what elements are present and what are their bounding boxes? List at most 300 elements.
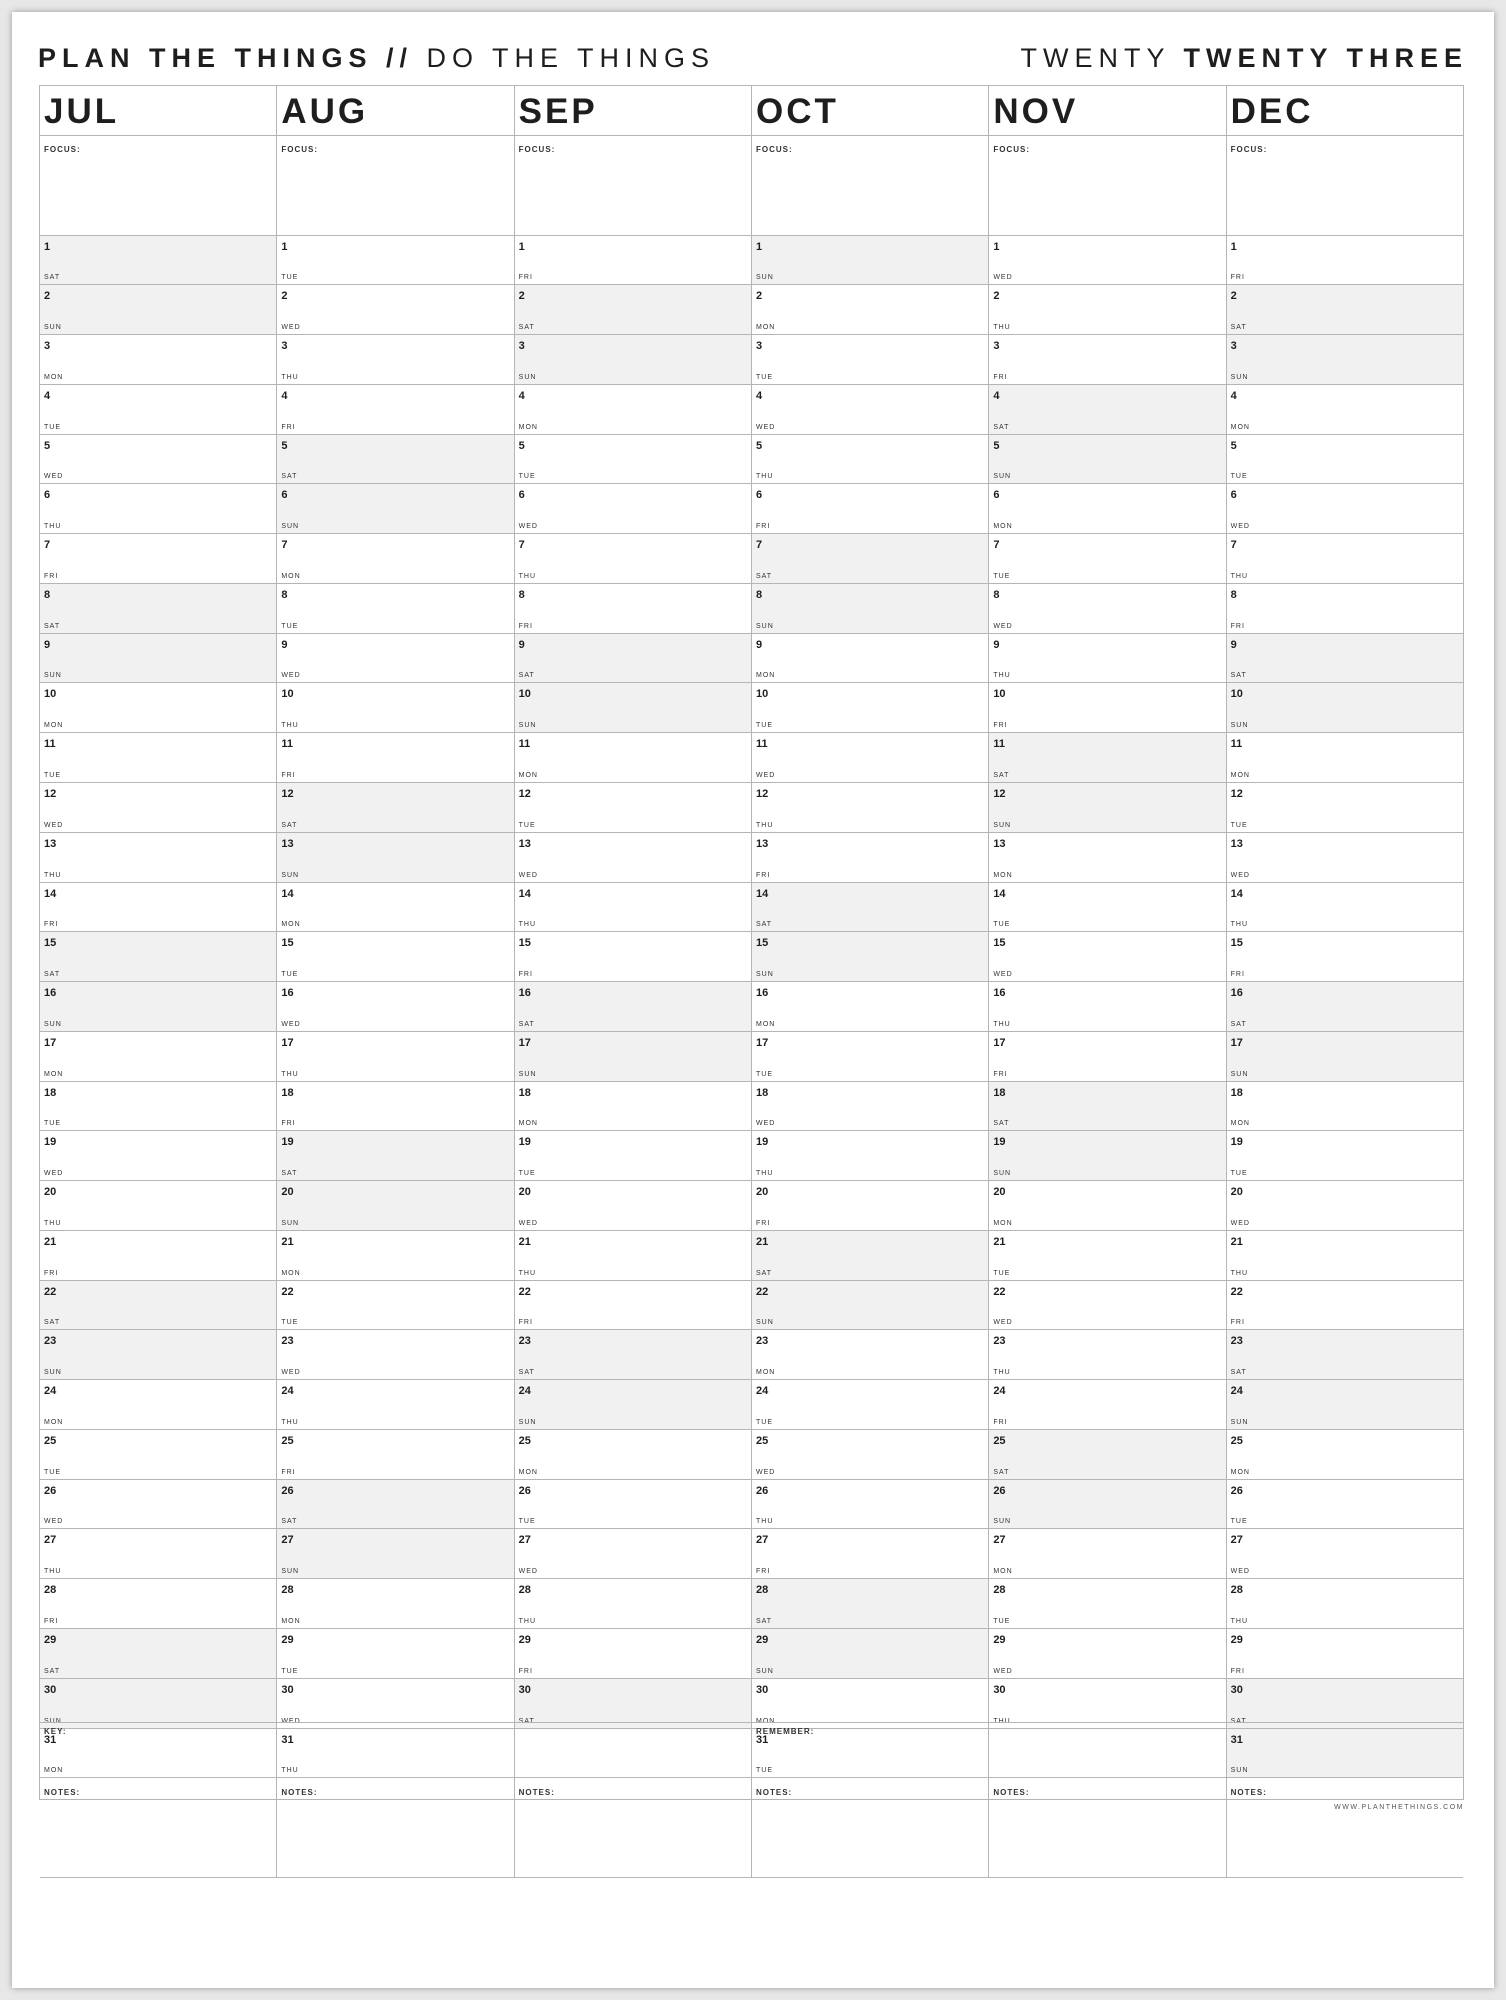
day-cell[interactable] xyxy=(989,1529,1225,1579)
day-of-week: SAT xyxy=(44,1319,61,1327)
day-cell[interactable] xyxy=(515,584,751,634)
day-cell[interactable] xyxy=(515,833,751,883)
day-cell[interactable] xyxy=(1227,335,1463,385)
month-column xyxy=(989,86,1226,1878)
day-of-week: THU xyxy=(44,523,62,531)
day-number: 17 xyxy=(755,1036,769,1049)
day-cell[interactable] xyxy=(752,1281,988,1331)
day-of-week: WED xyxy=(993,1667,1013,1675)
day-cell[interactable] xyxy=(989,236,1225,286)
day-cell[interactable] xyxy=(752,1032,988,1082)
day-cell[interactable] xyxy=(752,1629,988,1679)
day-of-week: TUE xyxy=(518,1170,536,1178)
day-number: 21 xyxy=(44,1235,57,1248)
day-cell[interactable] xyxy=(277,1181,513,1231)
day-cell[interactable] xyxy=(40,1430,276,1480)
day-cell[interactable] xyxy=(40,1131,276,1181)
day-cell[interactable] xyxy=(515,236,751,286)
day-number: 5 xyxy=(281,439,288,452)
day-cell[interactable] xyxy=(40,733,276,783)
day-of-week: WED xyxy=(281,1020,301,1028)
day-cell[interactable] xyxy=(515,783,751,833)
day-cell[interactable] xyxy=(989,733,1225,783)
day-number: 5 xyxy=(44,439,51,452)
day-cell[interactable] xyxy=(277,1330,513,1380)
day-cell[interactable] xyxy=(752,783,988,833)
day-cell[interactable] xyxy=(515,385,751,435)
day-cell[interactable] xyxy=(1227,634,1463,684)
day-cell[interactable] xyxy=(989,1131,1225,1181)
day-cell[interactable] xyxy=(1227,285,1463,335)
day-cell[interactable] xyxy=(40,435,276,485)
day-cell[interactable] xyxy=(515,1181,751,1231)
day-of-week: TUE xyxy=(993,1617,1011,1625)
day-of-week: MON xyxy=(281,1269,301,1277)
day-cell[interactable] xyxy=(40,932,276,982)
day-cell[interactable] xyxy=(277,1231,513,1281)
day-of-week: MON xyxy=(281,572,301,580)
day-of-week: SAT xyxy=(518,1717,535,1725)
focus-label: FOCUS: xyxy=(518,145,556,154)
day-cell[interactable] xyxy=(40,833,276,883)
day-number: 24 xyxy=(281,1385,294,1398)
day-cell[interactable] xyxy=(989,1032,1225,1082)
day-cell[interactable] xyxy=(1227,534,1463,584)
day-cell[interactable] xyxy=(989,435,1225,485)
day-cell[interactable] xyxy=(277,534,513,584)
day-number: 17 xyxy=(44,1036,57,1049)
day-of-week: SAT xyxy=(1230,1369,1247,1377)
day-cell[interactable] xyxy=(515,634,751,684)
day-cell[interactable] xyxy=(277,584,513,634)
day-cell[interactable] xyxy=(989,1082,1225,1132)
day-cell[interactable] xyxy=(752,1082,988,1132)
day-cell[interactable] xyxy=(989,1579,1225,1629)
day-number: 10 xyxy=(755,688,769,701)
day-cell[interactable] xyxy=(515,1131,751,1181)
day-cell[interactable] xyxy=(1227,1181,1463,1231)
day-cell[interactable] xyxy=(40,484,276,534)
day-number: 29 xyxy=(993,1633,1006,1646)
day-cell[interactable] xyxy=(752,285,988,335)
day-cell[interactable] xyxy=(1227,1032,1463,1082)
day-of-week: SUN xyxy=(44,1369,62,1377)
day-cell[interactable] xyxy=(989,1281,1225,1331)
day-cell[interactable] xyxy=(752,883,988,933)
day-cell[interactable] xyxy=(277,1082,513,1132)
day-of-week: MON xyxy=(993,1568,1013,1576)
day-cell[interactable] xyxy=(1227,1330,1463,1380)
day-cell[interactable] xyxy=(989,634,1225,684)
day-cell[interactable] xyxy=(40,285,276,335)
day-of-week: WED xyxy=(44,473,64,481)
day-of-week: WED xyxy=(44,821,64,829)
day-cell[interactable] xyxy=(277,833,513,883)
day-cell[interactable] xyxy=(277,883,513,933)
day-cell[interactable] xyxy=(40,1629,276,1679)
day-number: 19 xyxy=(993,1136,1006,1149)
day-of-week: SUN xyxy=(518,1418,537,1426)
day-cell[interactable] xyxy=(515,1082,751,1132)
day-cell[interactable] xyxy=(277,1380,513,1430)
day-cell[interactable] xyxy=(752,385,988,435)
day-cell[interactable] xyxy=(515,1231,751,1281)
day-number: 15 xyxy=(993,937,1006,950)
day-cell[interactable] xyxy=(1227,1629,1463,1679)
day-of-week: THU xyxy=(1230,1269,1249,1277)
day-number: 7 xyxy=(518,539,525,552)
day-of-week: WED xyxy=(518,871,538,879)
day-cell[interactable] xyxy=(277,484,513,534)
year-light: TWENTY xyxy=(1020,42,1184,73)
day-number: 11 xyxy=(44,738,56,751)
day-of-week: SUN xyxy=(755,622,774,630)
day-of-week: THU xyxy=(281,1070,299,1078)
day-cell[interactable] xyxy=(1227,1480,1463,1530)
focus-box[interactable] xyxy=(1227,136,1463,236)
day-of-week: FRI xyxy=(993,1418,1008,1426)
day-cell[interactable] xyxy=(277,1629,513,1679)
day-of-week: MON xyxy=(1230,1468,1250,1476)
day-cell[interactable] xyxy=(515,1480,751,1530)
day-number: 19 xyxy=(44,1136,57,1149)
remember-label: REMEMBER: xyxy=(756,1727,815,1736)
day-cell[interactable] xyxy=(515,1330,751,1380)
day-cell[interactable] xyxy=(752,833,988,883)
day-of-week: SAT xyxy=(755,1617,773,1625)
day-of-week: WED xyxy=(518,1568,538,1576)
day-of-week: FRI xyxy=(281,423,296,431)
day-cell[interactable] xyxy=(752,1529,988,1579)
day-cell[interactable] xyxy=(40,335,276,385)
day-cell[interactable] xyxy=(752,1380,988,1430)
day-cell[interactable] xyxy=(277,1131,513,1181)
day-number: 8 xyxy=(1230,588,1237,601)
day-cell[interactable] xyxy=(40,883,276,933)
day-cell[interactable] xyxy=(40,534,276,584)
day-cell[interactable] xyxy=(752,435,988,485)
day-cell[interactable] xyxy=(277,1480,513,1530)
month-columns xyxy=(40,86,1463,1878)
day-cell[interactable] xyxy=(1227,833,1463,883)
day-number: 23 xyxy=(281,1335,294,1348)
day-of-week: THU xyxy=(44,1219,62,1227)
day-of-week: SUN xyxy=(44,1717,62,1725)
day-cell[interactable] xyxy=(515,1032,751,1082)
header-tagline xyxy=(38,43,715,74)
day-of-week: THU xyxy=(1230,572,1249,580)
day-cell[interactable] xyxy=(515,335,751,385)
day-number: 9 xyxy=(281,638,288,651)
day-number: 10 xyxy=(518,688,531,701)
day-cell[interactable] xyxy=(752,1330,988,1380)
day-cell[interactable] xyxy=(40,385,276,435)
day-cell[interactable] xyxy=(989,1181,1225,1231)
day-of-week: WED xyxy=(281,672,301,680)
day-number: 21 xyxy=(755,1235,769,1248)
day-cell[interactable] xyxy=(277,1579,513,1629)
day-cell[interactable] xyxy=(40,1032,276,1082)
day-cell[interactable] xyxy=(1227,1529,1463,1579)
day-number: 22 xyxy=(281,1285,294,1298)
day-cell[interactable] xyxy=(752,683,988,733)
day-cell[interactable] xyxy=(989,1231,1225,1281)
day-cell[interactable] xyxy=(40,1380,276,1430)
day-of-week: WED xyxy=(281,1717,301,1725)
day-number: 25 xyxy=(1230,1434,1243,1447)
day-cell[interactable] xyxy=(277,1529,513,1579)
day-cell[interactable] xyxy=(277,733,513,783)
day-cell[interactable] xyxy=(989,783,1225,833)
day-cell[interactable] xyxy=(40,1231,276,1281)
day-cell[interactable] xyxy=(40,783,276,833)
day-cell[interactable] xyxy=(752,1181,988,1231)
day-cell[interactable] xyxy=(40,584,276,634)
focus-box[interactable] xyxy=(989,136,1225,236)
day-of-week: WED xyxy=(1230,523,1250,531)
focus-box[interactable] xyxy=(752,136,988,236)
day-cell[interactable] xyxy=(989,1380,1225,1430)
day-cell[interactable] xyxy=(752,584,988,634)
day-cell[interactable] xyxy=(277,1281,513,1331)
day-cell[interactable] xyxy=(515,1529,751,1579)
day-cell[interactable] xyxy=(1227,484,1463,534)
focus-box[interactable] xyxy=(40,136,276,236)
focus-box[interactable] xyxy=(515,136,751,236)
day-number: 24 xyxy=(1230,1385,1243,1398)
day-of-week: MON xyxy=(755,672,776,680)
day-of-week: FRI xyxy=(518,622,533,630)
day-cell[interactable] xyxy=(277,385,513,435)
day-cell[interactable] xyxy=(1227,733,1463,783)
day-cell[interactable] xyxy=(40,1181,276,1231)
day-cell[interactable] xyxy=(515,733,751,783)
day-cell[interactable] xyxy=(1227,982,1463,1032)
day-cell[interactable] xyxy=(277,634,513,684)
key-box[interactable] xyxy=(40,1723,752,1799)
day-of-week: THU xyxy=(518,921,537,929)
day-cell[interactable] xyxy=(515,435,751,485)
day-cell[interactable] xyxy=(1227,1380,1463,1430)
day-cell[interactable] xyxy=(277,683,513,733)
day-cell[interactable] xyxy=(989,883,1225,933)
day-cell[interactable] xyxy=(515,484,751,534)
day-cell[interactable] xyxy=(1227,584,1463,634)
day-number: 15 xyxy=(518,937,531,950)
day-of-week: TUE xyxy=(755,722,773,730)
day-of-week: THU xyxy=(518,1269,537,1277)
day-number: 26 xyxy=(44,1484,57,1497)
day-cell[interactable] xyxy=(40,236,276,286)
day-cell[interactable] xyxy=(752,982,988,1032)
day-number: 25 xyxy=(518,1434,531,1447)
day-number: 9 xyxy=(518,638,525,651)
day-of-week: THU xyxy=(518,572,537,580)
day-of-week: THU xyxy=(1230,1617,1249,1625)
day-cell[interactable] xyxy=(40,634,276,684)
day-of-week: SUN xyxy=(1230,722,1249,730)
day-number: 16 xyxy=(281,987,294,1000)
day-cell[interactable] xyxy=(752,236,988,286)
day-cell[interactable] xyxy=(989,285,1225,335)
day-of-week: THU xyxy=(755,473,774,481)
day-number: 22 xyxy=(518,1285,531,1298)
day-of-week: SAT xyxy=(1230,1020,1247,1028)
day-of-week: WED xyxy=(755,1468,776,1476)
day-of-week: SUN xyxy=(1230,1418,1249,1426)
day-number: 7 xyxy=(281,539,288,552)
day-of-week: FRI xyxy=(1230,274,1245,282)
day-cell[interactable] xyxy=(277,1430,513,1480)
day-number: 20 xyxy=(518,1186,531,1199)
day-cell[interactable] xyxy=(752,1480,988,1530)
day-cell[interactable] xyxy=(277,982,513,1032)
day-cell[interactable] xyxy=(752,1231,988,1281)
day-of-week: SUN xyxy=(518,1070,537,1078)
day-of-week: WED xyxy=(993,971,1013,979)
day-cell[interactable] xyxy=(989,1480,1225,1530)
day-cell[interactable] xyxy=(1227,1231,1463,1281)
day-of-week: THU xyxy=(44,871,62,879)
day-cell[interactable] xyxy=(1227,385,1463,435)
day-cell[interactable] xyxy=(989,385,1225,435)
day-cell[interactable] xyxy=(989,982,1225,1032)
day-cell[interactable] xyxy=(515,1430,751,1480)
day-number: 16 xyxy=(1230,987,1243,1000)
website-footer: WWW.PLANTHETHINGS.COM xyxy=(1334,1804,1464,1811)
day-cell[interactable] xyxy=(1227,783,1463,833)
day-of-week: SAT xyxy=(993,1120,1010,1128)
day-of-week: WED xyxy=(44,1518,64,1526)
day-number: 8 xyxy=(755,588,763,601)
day-cell[interactable] xyxy=(277,285,513,335)
day-number: 20 xyxy=(993,1186,1006,1199)
focus-label: FOCUS: xyxy=(755,145,793,154)
day-number: 26 xyxy=(1230,1484,1243,1497)
day-of-week: FRI xyxy=(1230,971,1245,979)
day-cell[interactable] xyxy=(40,683,276,733)
day-cell[interactable] xyxy=(989,1430,1225,1480)
day-of-week: MON xyxy=(44,1070,64,1078)
day-cell[interactable] xyxy=(277,932,513,982)
day-of-week: MON xyxy=(518,771,538,779)
day-number: 28 xyxy=(518,1584,531,1597)
day-cell[interactable] xyxy=(40,982,276,1032)
day-cell[interactable] xyxy=(277,335,513,385)
day-cell[interactable] xyxy=(1227,1579,1463,1629)
day-cell[interactable] xyxy=(989,683,1225,733)
day-of-week: TUE xyxy=(518,821,536,829)
day-cell[interactable] xyxy=(1227,435,1463,485)
day-number: 4 xyxy=(993,389,1000,402)
month-title: DEC xyxy=(1227,86,1463,136)
day-cell[interactable] xyxy=(515,1579,751,1629)
day-cell[interactable] xyxy=(989,584,1225,634)
day-of-week: SUN xyxy=(993,821,1012,829)
day-number: 2 xyxy=(518,290,525,303)
day-cell[interactable] xyxy=(277,783,513,833)
day-cell[interactable] xyxy=(989,833,1225,883)
day-cell[interactable] xyxy=(989,1629,1225,1679)
day-cell[interactable] xyxy=(989,335,1225,385)
day-cell[interactable] xyxy=(752,932,988,982)
day-number: 15 xyxy=(281,937,294,950)
day-of-week: MON xyxy=(755,1369,776,1377)
day-cell[interactable] xyxy=(752,1579,988,1629)
day-cell[interactable] xyxy=(752,484,988,534)
day-cell[interactable] xyxy=(1227,932,1463,982)
focus-box[interactable] xyxy=(277,136,513,236)
day-cell[interactable] xyxy=(989,534,1225,584)
day-cell[interactable] xyxy=(40,1579,276,1629)
day-cell[interactable] xyxy=(40,1330,276,1380)
day-of-week: MON xyxy=(755,1020,776,1028)
day-cell[interactable] xyxy=(277,435,513,485)
day-cell[interactable] xyxy=(1227,1281,1463,1331)
day-cell[interactable] xyxy=(40,1529,276,1579)
day-cell[interactable] xyxy=(752,634,988,684)
day-cell[interactable] xyxy=(752,1430,988,1480)
day-cell[interactable] xyxy=(1227,236,1463,286)
day-number: 11 xyxy=(1230,738,1243,751)
day-cell[interactable] xyxy=(515,982,751,1032)
day-cell[interactable] xyxy=(515,1629,751,1679)
day-of-week: SUN xyxy=(518,373,537,381)
day-cell[interactable] xyxy=(1227,883,1463,933)
day-number: 13 xyxy=(281,837,294,850)
day-of-week: TUE xyxy=(281,274,299,282)
day-cell[interactable] xyxy=(277,1032,513,1082)
day-number: 4 xyxy=(1230,389,1237,402)
day-cell[interactable] xyxy=(40,1480,276,1530)
day-of-week: SUN xyxy=(44,1020,62,1028)
day-cell[interactable] xyxy=(515,1281,751,1331)
day-cell[interactable] xyxy=(1227,1082,1463,1132)
day-of-week: FRI xyxy=(44,1617,59,1625)
day-cell[interactable] xyxy=(989,1330,1225,1380)
day-cell[interactable] xyxy=(752,733,988,783)
day-cell[interactable] xyxy=(752,1131,988,1181)
day-cell[interactable] xyxy=(752,534,988,584)
day-cell[interactable] xyxy=(1227,1430,1463,1480)
day-of-week: SUN xyxy=(755,1667,774,1675)
day-cell[interactable] xyxy=(1227,683,1463,733)
day-cell[interactable] xyxy=(989,932,1225,982)
day-cell[interactable] xyxy=(515,285,751,335)
day-number: 3 xyxy=(993,340,1000,353)
day-number: 16 xyxy=(518,987,531,1000)
day-of-week: FRI xyxy=(518,1667,533,1675)
remember-box[interactable] xyxy=(752,1723,1463,1799)
day-number: 11 xyxy=(281,738,293,751)
day-cell[interactable] xyxy=(277,236,513,286)
day-cell[interactable] xyxy=(989,484,1225,534)
day-cell[interactable] xyxy=(40,1281,276,1331)
day-cell[interactable] xyxy=(515,534,751,584)
day-cell[interactable] xyxy=(1227,1131,1463,1181)
notes-label: NOTES: xyxy=(281,1788,318,1798)
day-cell[interactable] xyxy=(752,335,988,385)
day-of-week: SUN xyxy=(755,1319,774,1327)
day-cell[interactable] xyxy=(40,1082,276,1132)
day-cell[interactable] xyxy=(515,883,751,933)
tagline-light: DO THE THINGS xyxy=(413,42,716,73)
day-cell[interactable] xyxy=(515,932,751,982)
day-number: 9 xyxy=(44,638,51,651)
day-cell[interactable] xyxy=(515,1380,751,1430)
day-cell[interactable] xyxy=(515,683,751,733)
day-number: 24 xyxy=(993,1385,1006,1398)
